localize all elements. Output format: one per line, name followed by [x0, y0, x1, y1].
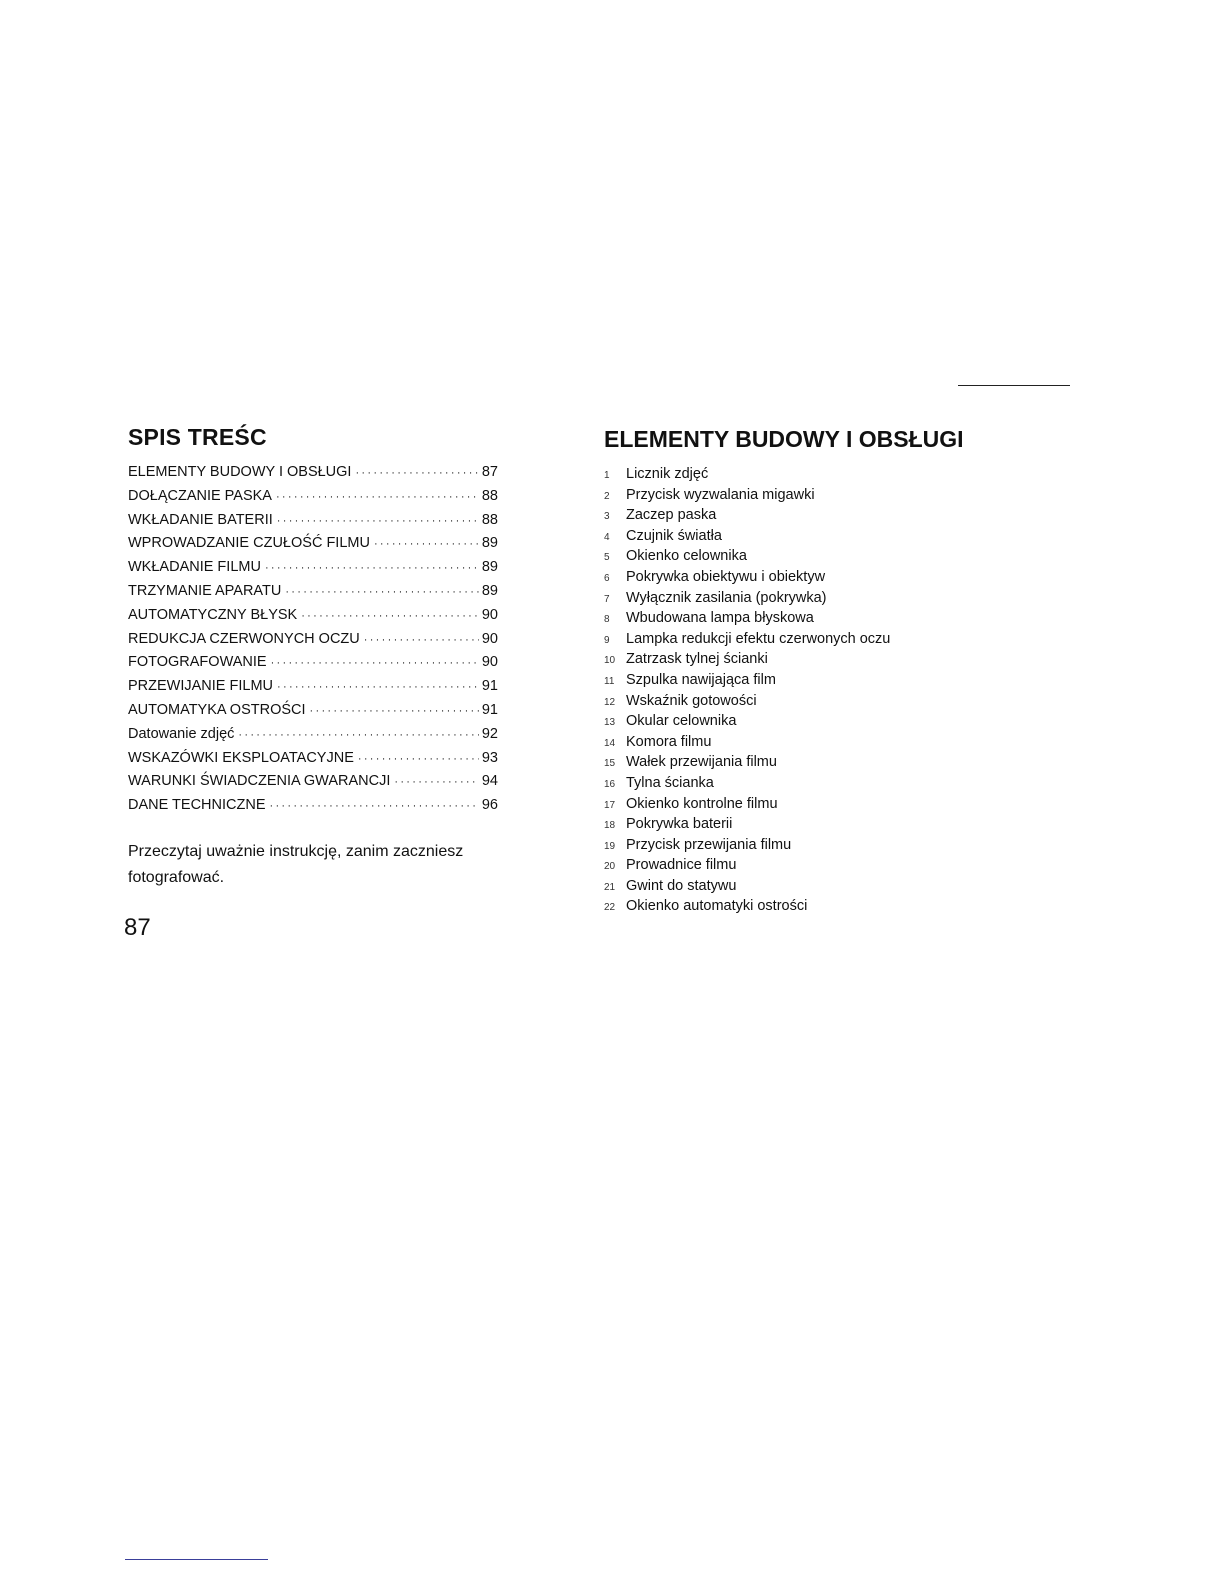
toc-entry-page: 94 — [481, 773, 498, 790]
part-label: Prowadnice filmu — [626, 857, 737, 874]
part-label: Zatrzask tylnej ścianki — [626, 651, 768, 668]
part-item — [604, 878, 1024, 899]
toc-entry-page: 88 — [481, 487, 498, 504]
toc-title: SPIS TREŚC — [128, 424, 267, 450]
toc-leader-dots — [394, 776, 479, 788]
toc-leader-dots — [271, 657, 479, 669]
toc-entry-page: 88 — [481, 511, 498, 528]
part-label: Pokrywka baterii — [626, 816, 733, 833]
part-label: Okular celownika — [626, 713, 737, 730]
toc-entry-page: 90 — [481, 630, 498, 647]
toc-entry-page: 90 — [481, 606, 498, 623]
part-label: Gwint do statywu — [626, 877, 737, 894]
toc-entry-label: WKŁADANIE BATERII — [128, 511, 273, 528]
part-item — [604, 631, 1024, 652]
toc-leader-dots — [276, 491, 479, 503]
part-label: Przycisk wyzwalania migawki — [626, 486, 815, 503]
part-number: 17 — [604, 799, 616, 811]
part-label: Zaczep paska — [626, 507, 717, 524]
toc-entry-page: 91 — [481, 701, 498, 718]
part-label: Tylna ścianka — [626, 774, 714, 791]
camera-parts — [604, 426, 1024, 919]
part-number: 1 — [604, 470, 610, 481]
part-number: 12 — [604, 696, 616, 708]
bottom-divider — [125, 1559, 268, 1560]
part-label: Przycisk przewijania filmu — [626, 836, 792, 853]
part-label: Lampka redukcji efektu czerwonych oczu — [626, 630, 891, 647]
toc-entry-page: 89 — [481, 582, 498, 599]
part-label: Okienko kontrolne filmu — [626, 795, 778, 812]
part-number: 20 — [604, 861, 616, 873]
part-number: 22 — [604, 902, 616, 914]
page-number: 87 — [124, 914, 151, 941]
part-label: Okienko automatyki ostrości — [626, 898, 808, 915]
toc-entry — [128, 488, 498, 512]
part-number: 18 — [604, 820, 616, 832]
part-label: Licznik zdjęć — [626, 466, 709, 482]
toc-entry — [128, 797, 498, 821]
toc-entry — [128, 631, 498, 655]
toc-entry — [128, 535, 498, 559]
toc-entry — [128, 583, 498, 607]
part-item — [604, 651, 1024, 672]
toc-list — [128, 464, 508, 821]
toc-entry-label: FOTOGRAFOWANIE — [128, 654, 267, 671]
toc-leader-dots — [277, 515, 479, 527]
part-item — [604, 672, 1024, 693]
part-number: 15 — [604, 758, 616, 770]
toc-entry-label: TRZYMANIE APARATU — [128, 582, 282, 599]
part-number: 5 — [604, 552, 610, 564]
part-number: 9 — [604, 634, 610, 646]
part-item — [604, 569, 1024, 590]
toc-entry-label: REDUKCJA CZERWONYCH OCZU — [128, 630, 360, 647]
part-number: 6 — [604, 572, 610, 584]
part-item — [604, 898, 1024, 919]
toc-entry-page: 89 — [481, 535, 498, 552]
toc-leader-dots — [265, 562, 479, 574]
toc-entry — [128, 512, 498, 536]
part-item — [604, 816, 1024, 837]
top-divider — [958, 385, 1070, 386]
part-number: 8 — [604, 614, 610, 626]
part-item — [604, 754, 1024, 775]
toc-leader-dots — [301, 610, 479, 622]
toc-entry-label: DOŁĄCZANIE PASKA — [128, 487, 272, 504]
toc-entry — [128, 678, 498, 702]
part-number: 4 — [604, 531, 610, 543]
part-item — [604, 528, 1024, 549]
part-label: Wbudowana lampa błyskowa — [626, 610, 814, 627]
part-item — [604, 796, 1024, 817]
part-label: Pokrywka obiektywu i obiektyw — [626, 568, 826, 585]
part-number: 10 — [604, 655, 616, 667]
toc-leader-dots — [277, 681, 479, 693]
part-item — [604, 590, 1024, 611]
toc-leader-dots — [310, 705, 479, 717]
toc-entry-label: WARUNKI ŚWIADCZENIA GWARANCJI — [128, 773, 391, 790]
toc-entry-label: AUTOMATYKA OSTROŚCI — [128, 701, 306, 718]
toc-leader-dots — [270, 800, 479, 812]
toc-entry — [128, 750, 498, 774]
toc-entry-label: PRZEWIJANIE FILMU — [128, 678, 274, 695]
part-item — [604, 837, 1024, 858]
part-item — [604, 713, 1024, 734]
toc-leader-dots — [285, 586, 479, 598]
toc-leader-dots — [358, 753, 479, 765]
toc-entry — [128, 654, 498, 678]
toc-entry-label: WKŁADANIE FILMU — [128, 559, 261, 576]
toc-entry — [128, 559, 498, 583]
part-label: Wskaźnik gotowości — [626, 692, 757, 709]
toc-leader-dots — [238, 729, 478, 741]
toc-entry — [128, 702, 498, 726]
toc-entry — [128, 464, 498, 488]
part-label: Okienko celownika — [626, 548, 747, 565]
toc-entry-label: WSKAZÓWKI EKSPLOATACYJNE — [128, 749, 354, 766]
part-item — [604, 487, 1024, 508]
part-number: 2 — [604, 490, 610, 502]
part-label: Wałek przewijania filmu — [626, 754, 777, 771]
toc-entry-page: 90 — [481, 654, 498, 671]
toc-entry-page: 87 — [481, 464, 498, 480]
toc-entry — [128, 607, 498, 631]
part-item — [604, 466, 1024, 487]
parts-list — [604, 466, 1024, 919]
part-number: 16 — [604, 778, 616, 790]
toc-entry-label: Datowanie zdjęć — [128, 725, 235, 742]
part-item — [604, 507, 1024, 528]
toc-entry-page: 96 — [481, 797, 498, 814]
part-label: Wyłącznik zasilania (pokrywka) — [626, 589, 827, 606]
part-number: 14 — [604, 737, 616, 749]
part-item — [604, 610, 1024, 631]
part-label: Czujnik światła — [626, 527, 722, 544]
parts-title: ELEMENTY BUDOWY I OBSŁUGI — [604, 426, 964, 452]
reading-note: Przeczytaj uważnie instrukcję, zanim zaczniesz fotografować. — [128, 842, 464, 886]
part-item — [604, 734, 1024, 755]
part-number: 13 — [604, 717, 616, 729]
part-number: 21 — [604, 881, 616, 893]
toc-entry — [128, 726, 498, 750]
part-label: Komora filmu — [626, 733, 712, 750]
toc-entry-page: 93 — [481, 749, 498, 766]
toc-entry-label: ELEMENTY BUDOWY I OBSŁUGI — [128, 464, 352, 480]
part-item — [604, 857, 1024, 878]
toc-leader-dots — [355, 467, 478, 479]
toc-entry-label: AUTOMATYCZNY BŁYSK — [128, 606, 298, 623]
part-number: 7 — [604, 593, 610, 605]
toc-entry-label: WPROWADZANIE CZUŁOŚĆ FILMU — [128, 535, 370, 552]
table-of-contents — [128, 424, 508, 907]
toc-entry — [128, 773, 498, 797]
toc-entry-page: 89 — [481, 559, 498, 576]
part-number: 19 — [604, 840, 616, 852]
part-item — [604, 693, 1024, 714]
toc-entry-page: 91 — [481, 678, 498, 695]
part-number: 3 — [604, 511, 610, 523]
part-item — [604, 775, 1024, 796]
part-item — [604, 548, 1024, 569]
toc-leader-dots — [374, 538, 479, 550]
part-label: Szpulka nawijająca film — [626, 671, 776, 688]
toc-entry-label: DANE TECHNICZNE — [128, 797, 266, 814]
part-number: 11 — [604, 675, 615, 687]
toc-entry-page: 92 — [481, 725, 498, 742]
toc-leader-dots — [364, 634, 479, 646]
